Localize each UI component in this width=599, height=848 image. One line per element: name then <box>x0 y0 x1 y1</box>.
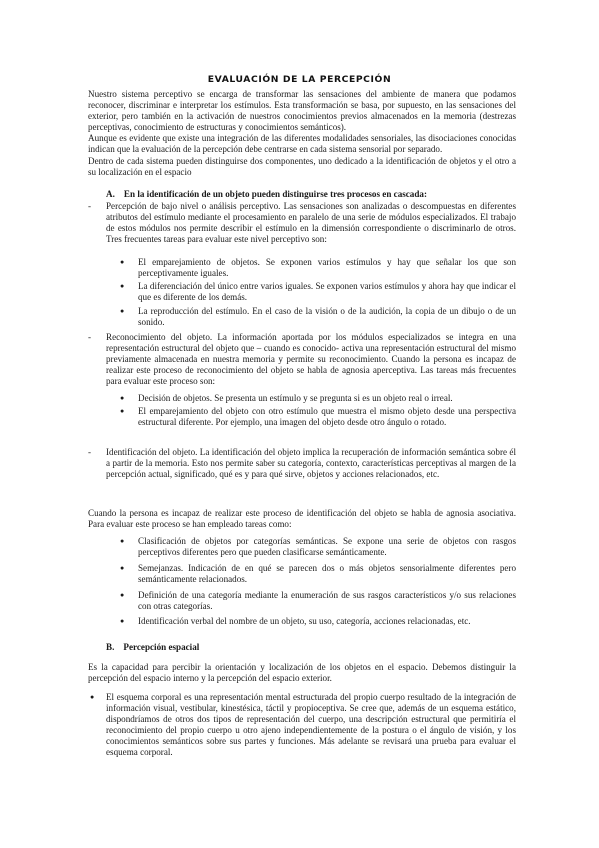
intro-paragraph-2: Aunque es evidente que existe una integración de las diferentes modalidades sensoriales, las disociaciones conocidas indican que la evaluación de la percepción debe centrarse en cada sistema sensorial por separado. <box>88 133 516 155</box>
bullet-object-matching: El emparejamiento del objeto con otro estímulo que muestra el mismo objeto desde una perspectiva estructural diferente. Por ejemplo, una imagen del objeto desde otro ángulo o rotado. <box>138 406 516 428</box>
bullet-matching-objects: El emparejamiento de objetos. Se exponen varios estímulos y hay que señalar los que son perceptivamente iguales. <box>138 257 516 279</box>
bullet-icon: ● <box>120 591 125 599</box>
item-low-level-perception: Percepción de bajo nivel o análisis perceptivo. Las sensaciones son analizadas o descompuestas en diferentes atributos del estímulo mediante el procesamiento en paralelo de una serie de módulos especializados. El trabajo de estos módulos nos permite describir el estímulo en la dimensión correspondiente o discriminarlo de otros. Tres frecuentes tareas para evaluar este nivel perceptivo son: <box>106 201 516 245</box>
bullet-icon: ● <box>120 617 125 625</box>
bullet-icon: ● <box>120 258 125 266</box>
bullet-icon: ● <box>90 693 95 701</box>
task-category-definition: Definición de una categoría mediante la enumeración de sus rasgos característicos y/o sus relaciones con otras categorías. <box>138 590 516 612</box>
task-similarities: Semejanzas. Indicación de en qué se parecen dos o más objetos sensorialmente diferentes pero semánticamente relacionados. <box>138 563 516 585</box>
bullet-icon: ● <box>120 307 125 315</box>
bullet-icon: ● <box>120 564 125 572</box>
item-object-identification: Identificación del objeto. La identificación del objeto implica la recuperación de información semántica sobre él a partir de la memoria. Esto nos permite saber su categoría, contexto, características perceptivas al margen de la percepción actual, significado, qué es y para qué sirve, objetos y acciones relacionados, etc. <box>106 447 516 480</box>
spatial-perception-paragraph: Es la capacidad para percibir la orientación y localización de los objetos en el espacio. Debemos distinguir la percepción del espacio interno y la percepción del espacio exterior. <box>88 662 516 684</box>
item-object-recognition: Reconocimiento del objeto. La información aportada por los módulos especializados se integra en una representación estructural del objeto que – cuando es conocido- activa una representación estructural del mismo previamente almacenada en nuestra memoria y permite su reconocimiento. Cuando la persona es incapaz de realizar este proceso de reconocimiento del objeto se habla de agnosia aperceptiva. Las tareas más frecuentes para evaluar este proceso son: <box>106 332 516 387</box>
bullet-icon: ● <box>120 537 125 545</box>
document-title: EVALUACIÓN DE LA PERCEPCIÓN <box>207 74 392 85</box>
bullet-icon: ● <box>120 407 125 415</box>
dash-marker: - <box>88 447 92 457</box>
bullet-object-decision: Decisión de objetos. Se presenta un estímulo y se pregunta si es un objeto real o irreal. <box>138 393 453 403</box>
body-schema-paragraph: El esquema corporal es una representación mental estructurada del propio cuerpo resultado de la integración de información visual, vestibular, kinestésica, táctil y propioceptiva. Se cree que, además de un esquema estático, dispondríamos de otros dos tipos de representación del cuerpo, una descripción estructural que permitiría el reconocimiento del propio cuerpo u otro ajeno independientemente de la postura o el ángulo de visión, y los conocimientos semánticos sobre sus partes y funciones. Más adelante se revisará una prueba para evaluar el esquema corporal. <box>106 692 516 758</box>
intro-text <box>88 89 516 178</box>
agnosia-paragraph: Cuando la persona es incapaz de realizar este proceso de identificación del objeto se habla de agnosia asociativa. Para evaluar este proceso se han empleado tareas como: <box>88 508 516 530</box>
dash-marker: - <box>88 201 92 211</box>
intro-paragraph-3: Dentro de cada sistema pueden distinguirse dos componentes, uno dedicado a la identificación de objetos y el otro a su localización en el espacio <box>88 155 516 177</box>
bullet-reproduction: La reproducción del estímulo. En el caso de la visión o de la audición, la copia de un dibujo o de un sonido. <box>138 306 516 328</box>
dash-marker: - <box>88 332 92 342</box>
task-verbal-identification: Identificación verbal del nombre de un objeto, su uso, categoría, acciones relacionadas, etc. <box>138 616 471 626</box>
intro-paragraph-1: Nuestro sistema perceptivo se encarga de transformar las sensaciones del ambiente de manera que podamos reconocer, discriminar e interpretar los estímulos. Esta transformación se basa, por supuesto, en las sensaciones del exterior, pero también en la activación de nuestros conocimientos previos almacenados en la memoria (destrezas perceptivas, conocimiento de estructuras y conocimientos semánticos). <box>88 89 516 133</box>
bullet-icon: ● <box>120 282 125 290</box>
bullet-differentiation: La diferenciación del único entre varios iguales. Se exponen varios estímulos y ahora hay que indicar el que es diferente de los demás. <box>138 281 516 303</box>
section-a-heading: A. En la identificación de un objeto pueden distinguirse tres procesos en cascada: <box>106 189 427 199</box>
task-semantic-classification: Clasificación de objetos por categorías semánticas. Se expone una serie de objetos con rasgos perceptivos diferentes pero que pueden clasificarse semánticamente. <box>138 536 516 558</box>
section-b-heading: B. Percepción espacial <box>106 642 200 652</box>
bullet-icon: ● <box>120 394 125 402</box>
